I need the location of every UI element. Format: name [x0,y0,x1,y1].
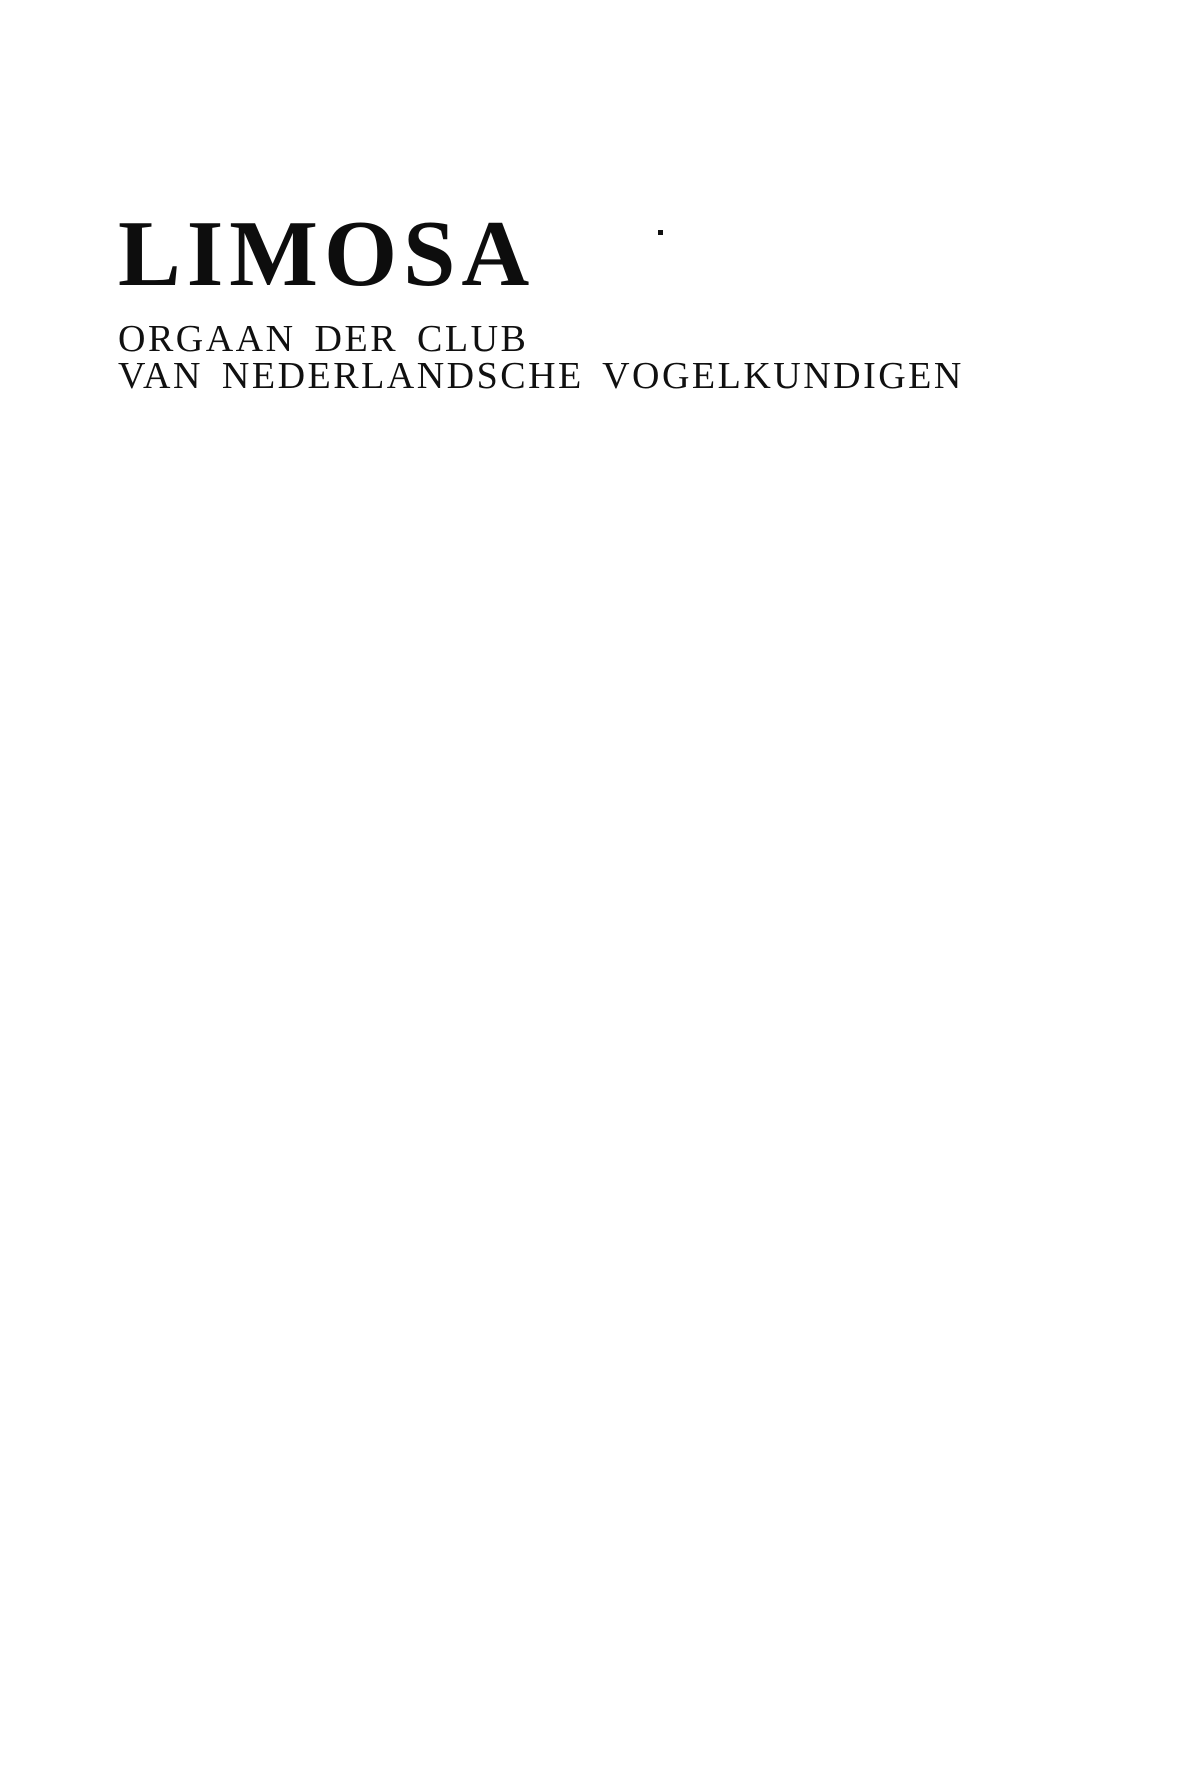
journal-subtitle [118,318,964,397]
journal-subtitle-line-1: ORGAAN DER CLUB [118,318,529,360]
journal-title: LIMOSA [118,202,536,306]
ink-dot-artifact [658,230,663,235]
journal-subtitle-line-2: VAN NEDERLANDSCHE VOGELKUNDIGEN [118,355,964,397]
